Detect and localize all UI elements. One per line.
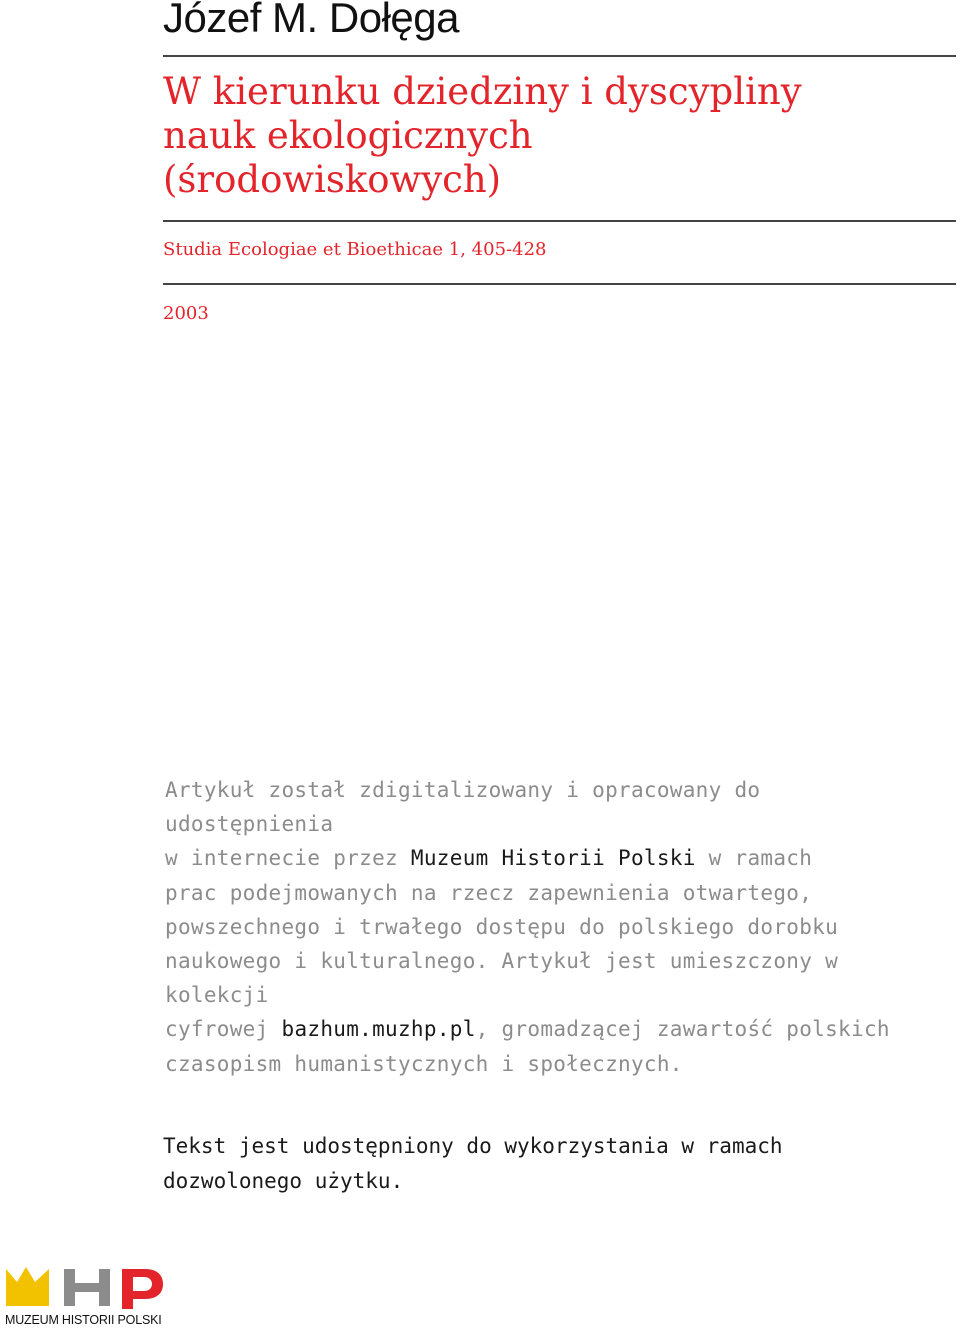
museum-name: Muzeum Historii Polski [410,846,696,871]
publication-year: 2003 [163,303,209,324]
digitization-notice [165,773,925,1081]
author-name: Józef M. Dołęga [163,0,459,41]
logo-h-shape [64,1264,110,1306]
divider-top [163,55,956,57]
logo-p-shape [122,1269,163,1309]
collection-site-link[interactable]: bazhum.muzhp.pl [281,1017,476,1042]
divider-middle [163,220,956,222]
notice-text-part-1: Artykuł został zdigitalizowany i opracowany do udostępnienia w internecie przez [165,778,761,871]
license-notice: Tekst jest udostępniony do wykorzystania w ramach dozwolonego użytku. [163,1134,783,1193]
divider-bottom [163,283,956,285]
museum-logo-mark-icon [4,1263,169,1315]
article-title: W kierunku dziedziny i dyscypliny nauk ekologicznych (środowiskowych) [163,70,802,201]
journal-citation: Studia Ecologiae et Bioethicae 1, 405-428 [163,239,547,260]
museum-logo [4,1263,169,1331]
logo-caption: MUZEUM HISTORII POLSKI [5,1313,162,1327]
notice-text-part-3: , gromadzącej zawartość polskich czasopism humanistycznych i społecznych. [165,1017,890,1076]
notice-text-part-2: w ramach prac podejmowanych na rzecz zapewnienia otwartego, powszechnego i trwałego dostępu do polskiego dorobku naukowego i kulturalnego. Artykuł jest umieszczony w kolekcji cyfrowej [165,846,839,1042]
logo-crown-shape [6,1267,49,1306]
